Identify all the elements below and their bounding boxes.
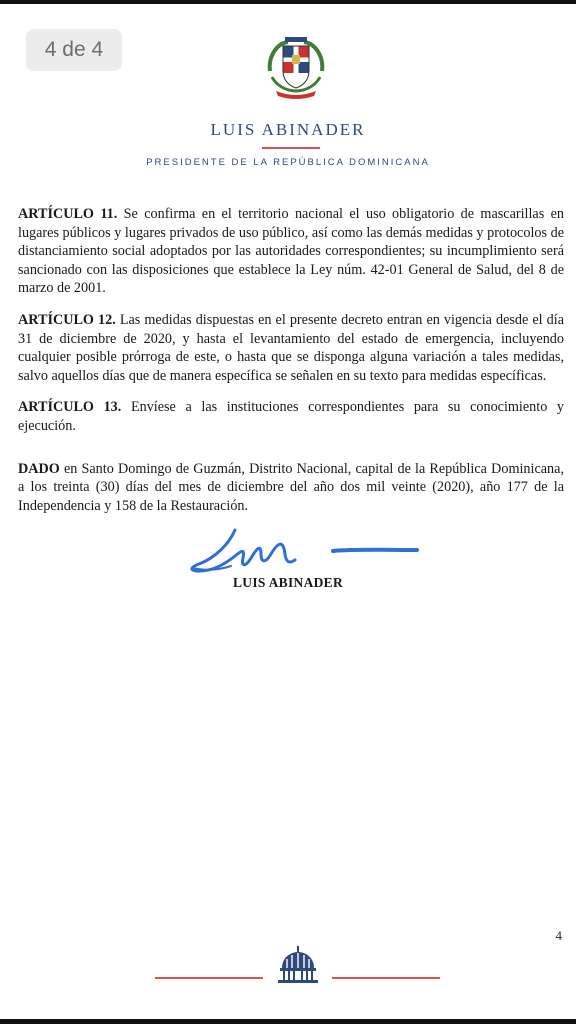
article-12	[18, 311, 564, 385]
letterhead-title: PRESIDENTE DE LA REPÚBLICA DOMINICANA	[146, 157, 430, 168]
decree-body	[18, 205, 564, 528]
footer-divider-left	[155, 977, 263, 979]
page-indicator-badge	[26, 29, 122, 71]
page-number: 4	[555, 928, 562, 943]
article-heading: ARTÍCULO 11.	[18, 206, 118, 222]
palace-dome-icon	[276, 946, 320, 984]
signer-name: LUIS ABINADER	[232, 575, 344, 590]
closing-text: en Santo Domingo de Guzmán, Distrito Nacional, capital de la República Dominicana, a los treinta (30) días del mes de diciembre del año dos mil veinte (2020), año 177 de la Independencia y 158 de la Restauración.	[18, 460, 564, 514]
page-indicator-text: 4 de 4	[44, 38, 104, 61]
closing-heading: DADO	[18, 460, 60, 477]
footer-divider-right	[332, 977, 440, 979]
article-text: Se confirma en el territorio nacional el uso obligatorio de mascarillas en lugares públicos y lugares privados de uso público, así como las demás medidas y protocolos de distanciamiento social adoptados por las autoridades correspondientes; su incumplimiento será sancionado con las disposiciones que establece la Ley núm. 42-01 General de Salud, del 8 de marzo de 2001.	[18, 206, 565, 297]
article-13	[18, 398, 564, 435]
article-heading: ARTÍCULO 12.	[18, 311, 116, 328]
top-edge-bar	[0, 0, 576, 4]
article-text: Envíese a las instituciones correspondientes para su conocimiento y ejecución.	[18, 399, 565, 434]
letterhead-divider	[262, 147, 320, 149]
article-text: Las medidas dispuestas en el presente decreto entran en vigencia desde el día 31 de diciembre de 2020, y hasta el levantamiento del estado de emergencia, incluyendo cualquier posible prórroga de este, o hasta que se disponga alguna variación a tales medidas, salvo aquellos días que de manera específica se señalen en su texto para medidas específicas.	[18, 311, 565, 384]
closing-paragraph	[18, 460, 564, 516]
article-heading: ARTÍCULO 13.	[18, 399, 122, 416]
bottom-edge-bar	[0, 1019, 576, 1024]
article-11	[18, 205, 564, 298]
coat-of-arms-icon	[262, 33, 330, 101]
letterhead-name: LUIS ABINADER	[210, 120, 366, 139]
